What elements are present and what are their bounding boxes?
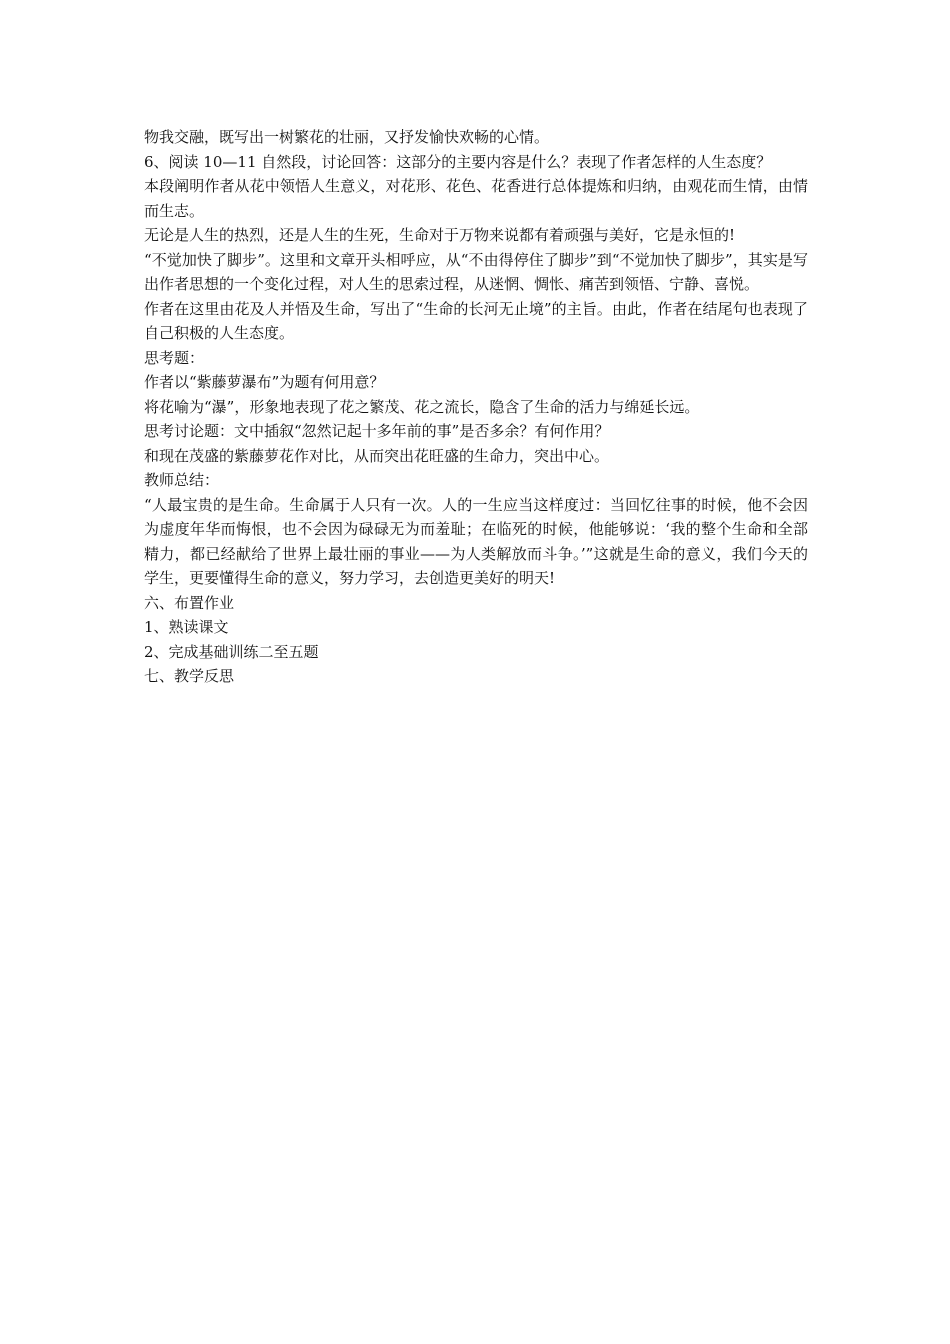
answer-paragraph: “不觉加快了脚步”。这里和文章开头相呼应，从“不由得停住了脚步”到“不觉加快了脚步”，其实是写出作者思想的一个变化过程，对人生的思索过程，从迷惘、惆怅、痛苦到领悟、宁静、喜悦。 [144, 250, 808, 293]
section-heading-summary: 教师总结： [144, 471, 220, 489]
answer-paragraph: 无论是人生的热烈，还是人生的生死，生命对于万物来说都有着顽强与美好，它是永恒的! [144, 226, 736, 244]
section-heading-thinking: 思考题： [144, 348, 205, 367]
discussion-answer: 和现在茂盛的紫藤萝花作对比，从而突出花旺盛的生命力，突出中心。 [144, 446, 610, 465]
answer-paragraph: 作者在这里由花及人并悟及生命，写出了“生命的长河无止境”的主旨。由此，作者在结尾句也表现了自己积极的人生态度。 [144, 299, 808, 342]
section-heading-homework: 六、布置作业 [144, 593, 235, 612]
paragraph-continuation: 物我交融，既写出一树繁花的壮丽，又抒发愉快欢畅的心情。 [144, 128, 550, 146]
homework-item: 2、完成基础训练二至五题 [144, 642, 319, 661]
thinking-answer: 将花喻为“瀑”，形象地表现了花之繁茂、花之流长，隐含了生命的活力与绵延长远。 [144, 397, 700, 416]
question-6: 6、阅读 10—11 自然段，讨论回答：这部分的主要内容是什么？表现了作者怎样的人生态度？ [144, 152, 772, 171]
thinking-question: 作者以“紫藤萝瀑布”为题有何用意？ [144, 373, 385, 391]
discussion-question: 思考讨论题：文中插叙“忽然记起十多年前的事”是否多余？有何作用？ [144, 422, 610, 440]
summary-quote: “人最宝贵的是生命。生命属于人只有一次。人的一生应当这样度过：当回忆往事的时候，他不会因为虚度年华而悔恨，也不会因为碌碌无为而羞耻；在临死的时候，他能够说：‘我的整个生命和全部精力，都已经献给了世界上最壮丽的事业——为人类解放而斗争。’”这就是生命的意义，我们今天的学生，更要懂得生命的意义，努力学习，去创造更美好的明天! [144, 495, 808, 587]
section-heading-reflection: 七、教学反思 [144, 667, 235, 685]
homework-item: 1、熟读课文 [144, 618, 229, 636]
answer-paragraph: 本段阐明作者从花中领悟人生意义，对花形、花色、花香进行总体提炼和归纳，由观花而生情，由情而生志。 [144, 177, 808, 220]
document-body [144, 125, 808, 689]
